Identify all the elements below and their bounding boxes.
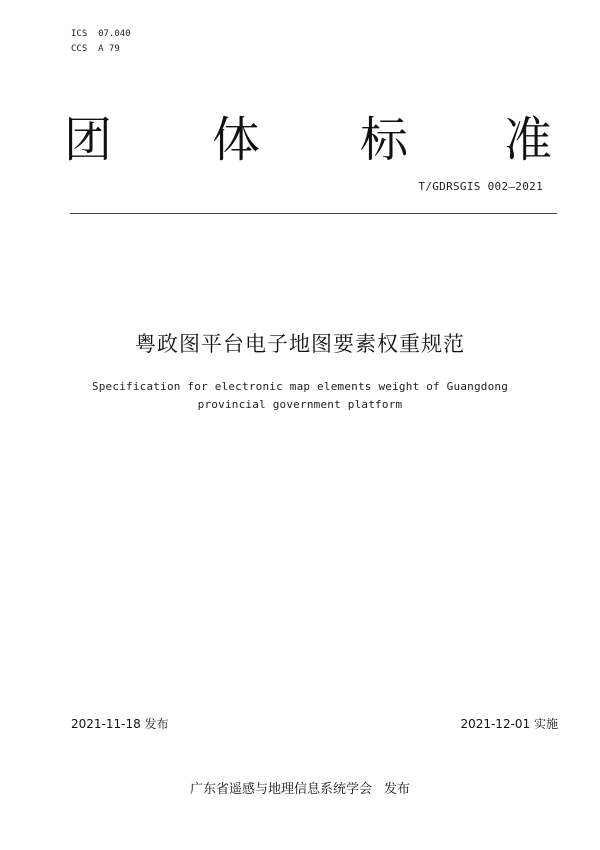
title-char: 准 [504, 112, 553, 168]
ics-code: ICS 07.040 [71, 29, 131, 39]
ccs-code: CCS A 79 [71, 44, 120, 54]
document-title-chinese: 粤政图平台电子地图要素权重规范 [135, 332, 465, 356]
title-char: 体 [212, 112, 261, 168]
document-title-english [0, 378, 600, 414]
title-char: 团 [64, 112, 113, 168]
english-title-line: provincial government platform [197, 398, 403, 411]
publish-action: 发布 [384, 782, 411, 797]
publisher-line [0, 778, 600, 797]
standard-code: T/GDRSGIS 002—2021 [418, 180, 543, 193]
publisher-name: 广东省遥感与地理信息系统学会 [189, 782, 372, 797]
divider-line [70, 213, 557, 214]
standard-type-title [64, 110, 558, 180]
title-char: 标 [360, 112, 409, 168]
release-date: 2021-11-18 发布 [71, 717, 169, 731]
english-title-line: Specification for electronic map elements weight of Guangdong [91, 380, 509, 393]
implementation-date: 2021-12-01 实施 [460, 717, 558, 731]
